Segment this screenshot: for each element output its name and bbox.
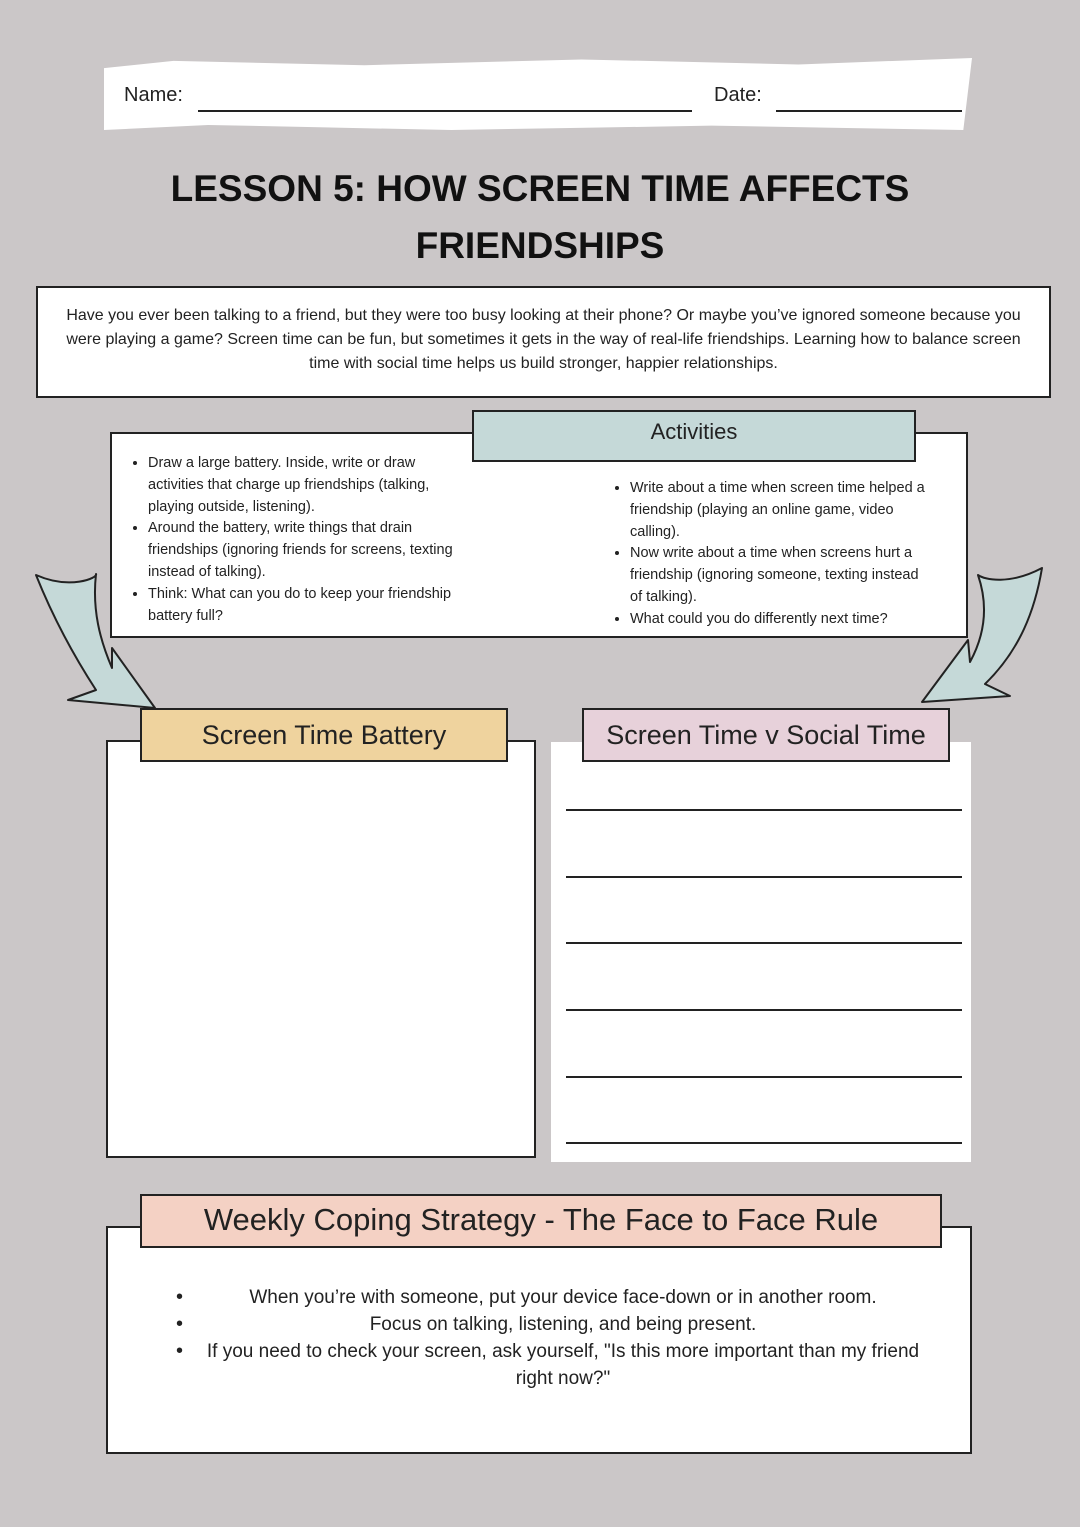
battery-drawing-area[interactable] bbox=[106, 740, 536, 1158]
writing-line[interactable] bbox=[566, 942, 962, 944]
date-label: Date: bbox=[714, 84, 762, 106]
intro-text: Have you ever been talking to a friend, but they were too busy looking at their phone? Or maybe you’ve ignored someone because you were playing a game? Screen time can be fun, but sometimes it gets in the way of real-life friendships. Learning how to balance screen time with social time helps us build stronger, happier relationships. bbox=[66, 307, 1021, 372]
coping-item: • If you need to check your screen, ask yourself, "Is this more important than my friend right now?" bbox=[176, 1338, 926, 1392]
coping-item: • Focus on talking, listening, and being present. bbox=[176, 1311, 926, 1338]
writing-line[interactable] bbox=[566, 1142, 962, 1144]
coping-heading: Weekly Coping Strategy - The Face to Face Rule bbox=[140, 1194, 942, 1248]
activities-heading: Activities bbox=[472, 410, 916, 462]
name-label: Name: bbox=[124, 84, 183, 106]
activity-item: • Write about a time when screen time helped a friendship (playing an online game, video calling). bbox=[630, 478, 930, 543]
writing-line[interactable] bbox=[566, 809, 962, 811]
battery-heading: Screen Time Battery bbox=[140, 708, 508, 762]
activity-item: • Draw a large battery. Inside, write or draw activities that charge up friendships (talking, playing outside, listening). bbox=[148, 453, 468, 518]
writing-line[interactable] bbox=[566, 1009, 962, 1011]
activity-item: • What could you do differently next time? bbox=[630, 609, 930, 631]
social-heading: Screen Time v Social Time bbox=[582, 708, 950, 762]
activities-left-list bbox=[128, 453, 468, 627]
coping-list bbox=[176, 1284, 926, 1392]
activity-item: • Think: What can you do to keep your friendship battery full? bbox=[148, 584, 468, 628]
writing-line[interactable] bbox=[566, 1076, 962, 1078]
writing-line[interactable] bbox=[566, 876, 962, 878]
activities-right-list bbox=[610, 478, 930, 631]
coping-item: • When you’re with someone, put your device face-down or in another room. bbox=[176, 1284, 926, 1311]
title-line-1: LESSON 5: HOW SCREEN TIME AFFECTS bbox=[170, 168, 910, 209]
social-writing-area bbox=[551, 742, 971, 1162]
activity-item: • Now write about a time when screens hurt a friendship (ignoring someone, texting instead of talking). bbox=[630, 543, 930, 608]
activity-item: • Around the battery, write things that drain friendships (ignoring friends for screens, texting instead of talking). bbox=[148, 518, 468, 583]
title-line-2: FRIENDSHIPS bbox=[415, 225, 665, 266]
